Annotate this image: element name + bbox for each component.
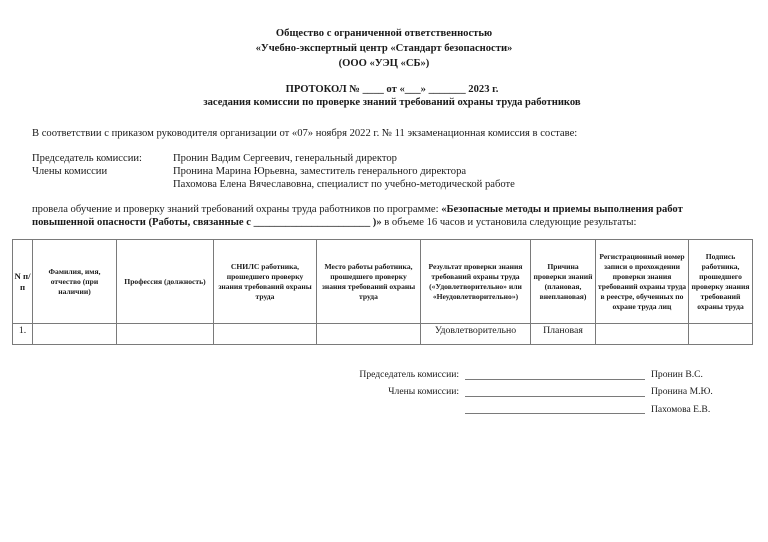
protocol-subtitle: заседания комиссии по проверке знаний требований охраны труда работников <box>203 97 581 108</box>
program-line-1 <box>32 203 683 216</box>
cell-full-name[interactable] <box>33 324 117 345</box>
header-profession: Профессия (должность) <box>117 240 214 324</box>
signature-line-member-2[interactable] <box>465 413 645 414</box>
cell-number: 1. <box>13 324 33 345</box>
chair-label: Председатель комиссии: <box>32 153 142 164</box>
cell-snils[interactable] <box>214 324 317 345</box>
header-full-name: Фамилия, имя, отчество (при наличии) <box>33 240 117 324</box>
cell-result[interactable]: Удовлетворительно <box>421 324 531 345</box>
program-line-2 <box>32 216 636 229</box>
program-intro-text: провела обучение и проверку знаний требований охраны труда работников по программе: <box>32 204 442 215</box>
signature-line-chair[interactable] <box>465 379 645 380</box>
results-table <box>12 239 753 345</box>
header-snils: СНИЛС работника, прошедшего проверку знания требований охраны труда <box>214 240 317 324</box>
header-registry-number: Регистрационный номер записи о прохождении проверки знания требований охраны труда в реестре, обученных по охране труда лиц <box>596 240 689 324</box>
signature-line-member-1[interactable] <box>465 396 645 397</box>
signature-name-member-1: Пронина М.Ю. <box>651 386 713 397</box>
header-result: Результат проверки знания требований охраны труда («Удовлетворительно» или «Неудовлетворительно») <box>421 240 531 324</box>
members-label: Члены комиссии <box>32 166 108 177</box>
program-title-part1: «Безопасные методы и приемы выполнения работ <box>441 204 683 215</box>
cell-signature[interactable] <box>689 324 753 345</box>
organization-short-name: (ООО «УЭЦ «СБ») <box>338 58 430 69</box>
table-header-row <box>13 240 753 324</box>
cell-workplace[interactable] <box>317 324 421 345</box>
program-hours-text: в объеме 16 часов и установила следующие результаты: <box>381 217 637 228</box>
signature-members-label: Члены комиссии: <box>388 386 459 397</box>
chair-value: Пронин Вадим Сергеевич, генеральный директор <box>173 153 397 164</box>
signature-name-chair: Пронин В.С. <box>651 369 703 380</box>
organization-name-line1: Общество с ограниченной ответственностью <box>275 28 493 39</box>
header-reason: Причина проверки знаний (плановая, внеплановая) <box>531 240 596 324</box>
member-2: Пахомова Елена Вячеславовна, специалист по учебно-методической работе <box>173 179 515 190</box>
header-number: N п/п <box>13 240 33 324</box>
header-workplace: Место работы работника, прошедшего проверку знания требований охраны труда <box>317 240 421 324</box>
header-signature: Подпись работника, прошедшего проверку знания требований охраны труда <box>689 240 753 324</box>
protocol-title: ПРОТОКОЛ № ____ от «___» _______ 2023 г. <box>285 84 499 95</box>
member-1: Пронина Марина Юрьевна, заместитель генерального директора <box>173 166 467 177</box>
cell-reason[interactable]: Плановая <box>531 324 596 345</box>
signature-name-member-2: Пахомова Е.В. <box>651 404 711 415</box>
cell-registry-number[interactable] <box>596 324 689 345</box>
cell-profession[interactable] <box>117 324 214 345</box>
program-title-part2: повышенной опасности (Работы, связанные с ______________________ )» <box>32 217 382 228</box>
signature-chair-label: Председатель комиссии: <box>359 369 459 380</box>
order-reference-text: В соответствии с приказом руководителя организации от «07» ноября 2022 г. № 11 экзаменационная комиссия в составе: <box>32 128 578 139</box>
table-row <box>13 324 753 345</box>
organization-name-line2: «Учебно-экспертный центр «Стандарт безопасности» <box>255 43 513 54</box>
